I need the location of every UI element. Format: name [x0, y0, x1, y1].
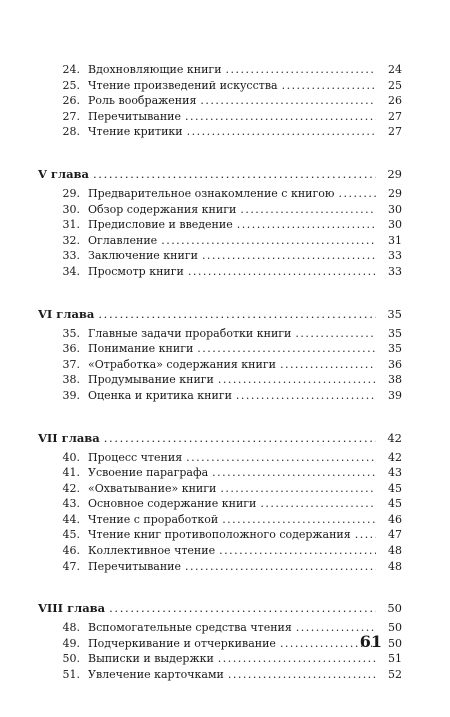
- toc-entry: [58, 357, 402, 373]
- entry-title: Чтение критики: [80, 124, 183, 140]
- entry-page: 31: [388, 233, 402, 247]
- chapter-heading: [38, 306, 402, 322]
- entry-number: 47.: [62, 559, 80, 573]
- entry-page: 25: [388, 78, 402, 92]
- entry-number: 30.: [62, 202, 80, 216]
- entry-page: 50: [388, 636, 402, 650]
- entry-number: 26.: [62, 94, 80, 108]
- dot-leader: [236, 388, 376, 404]
- toc-entry: [58, 512, 402, 528]
- entry-number: 51.: [62, 668, 80, 682]
- toc-entry: [58, 481, 402, 497]
- entry-page: 39: [388, 388, 402, 402]
- toc-entry: [58, 124, 402, 140]
- dot-leader: [212, 465, 376, 481]
- toc-entry: [58, 620, 402, 636]
- chapter-page: 35: [387, 306, 402, 321]
- dot-leader: [228, 667, 376, 683]
- entry-title: Перечитывание: [80, 109, 181, 125]
- toc-entry: [58, 78, 402, 94]
- entry-title: Чтение с проработкой: [80, 512, 218, 528]
- entry-page: 27: [388, 109, 402, 123]
- entry-title: Процесс чтения: [80, 450, 182, 466]
- toc-entry: [58, 527, 402, 543]
- toc-entry: [58, 326, 402, 342]
- dot-leader: [98, 306, 376, 322]
- dot-leader: [197, 341, 376, 357]
- dot-leader: [219, 543, 376, 559]
- dot-leader: [202, 248, 376, 264]
- entry-title: Оценка и критика книги: [80, 388, 232, 404]
- entry-page: 38: [388, 373, 402, 387]
- entry-title: Понимание книги: [80, 341, 193, 357]
- dot-leader: [237, 217, 376, 233]
- chapter-heading: [38, 166, 402, 182]
- entry-title: Чтение произведений искусства: [80, 78, 278, 94]
- entry-number: 32.: [62, 233, 80, 247]
- entry-page: 52: [388, 668, 402, 682]
- entry-page: 48: [388, 544, 402, 558]
- dot-leader: [355, 527, 376, 543]
- dot-leader: [104, 430, 376, 446]
- entry-page: 45: [388, 481, 402, 495]
- entry-page: 35: [388, 326, 402, 340]
- entry-number: 24.: [62, 63, 80, 76]
- entry-number: 31.: [62, 218, 80, 232]
- entry-page: 33: [388, 249, 402, 263]
- dot-leader: [282, 78, 376, 94]
- entry-page: 30: [388, 218, 402, 232]
- entry-title: Коллективное чтение: [80, 543, 215, 559]
- entry-page: 48: [388, 559, 402, 573]
- toc-group: [38, 430, 402, 575]
- dot-leader: [338, 186, 376, 202]
- toc-group: [58, 62, 402, 140]
- dot-leader: [188, 264, 376, 280]
- dot-leader: [185, 109, 376, 125]
- entry-title: Выписки и выдержки: [80, 651, 214, 667]
- toc-entry: [58, 496, 402, 512]
- entry-title: Подчеркивание и отчеркивание: [80, 636, 276, 652]
- entry-title: «Охватывание» книги: [80, 481, 216, 497]
- entry-page: 30: [388, 202, 402, 216]
- entry-title: Главные задачи проработки книги: [80, 326, 291, 342]
- dot-leader: [226, 62, 376, 78]
- entry-page: 43: [388, 466, 402, 480]
- entry-page: 51: [388, 652, 402, 666]
- entry-title: Просмотр книги: [80, 264, 184, 280]
- entry-title: Перечитывание: [80, 559, 181, 575]
- entry-number: 45.: [62, 528, 80, 542]
- dot-leader: [218, 651, 376, 667]
- chapter-page: 50: [387, 601, 402, 616]
- toc-entry: [58, 388, 402, 404]
- dot-leader: [222, 512, 376, 528]
- chapter-heading: [38, 600, 402, 616]
- entry-title: Роль воображения: [80, 93, 196, 109]
- entry-title: Вспомогательные средства чтения: [80, 620, 292, 636]
- entry-title: Оглавление: [80, 233, 157, 249]
- entry-number: 48.: [62, 621, 80, 635]
- dot-leader: [280, 357, 376, 373]
- dot-leader: [200, 93, 376, 109]
- entry-page: 46: [388, 512, 402, 526]
- entry-title: Заключение книги: [80, 248, 198, 264]
- dot-leader: [161, 233, 376, 249]
- chapter-page: 29: [387, 166, 402, 181]
- dot-leader: [187, 124, 376, 140]
- toc-entry: [58, 233, 402, 249]
- toc-entry: [58, 341, 402, 357]
- toc-entry: [58, 202, 402, 218]
- toc-group: [38, 600, 402, 682]
- dot-leader: [109, 600, 376, 616]
- entry-number: 50.: [62, 652, 80, 666]
- toc-entry: [58, 667, 402, 683]
- entry-page: 47: [388, 528, 402, 542]
- entry-number: 42.: [62, 481, 80, 495]
- entry-title: Вдохновляющие книги: [80, 62, 222, 78]
- entry-number: 41.: [62, 466, 80, 480]
- entry-page: 50: [388, 621, 402, 635]
- chapter-heading: [38, 430, 402, 446]
- entry-number: 43.: [62, 497, 80, 511]
- entry-title: Чтение книг противоположного содержания: [80, 527, 351, 543]
- entry-number: 25.: [62, 78, 80, 92]
- entry-page: 36: [388, 357, 402, 371]
- dot-leader: [240, 202, 376, 218]
- entry-title: Предварительное ознакомление с книгою: [80, 186, 334, 202]
- toc-entry: [58, 62, 402, 78]
- toc-entry: [58, 372, 402, 388]
- dot-leader: [93, 166, 376, 182]
- entry-page: 24: [388, 63, 402, 76]
- toc-entry: [58, 264, 402, 280]
- chapter-title: VII глава: [38, 430, 100, 445]
- entry-page: 33: [388, 264, 402, 278]
- chapter-title: V глава: [38, 166, 89, 181]
- chapter-page: 42: [387, 430, 402, 445]
- entry-number: 49.: [62, 636, 80, 650]
- toc-group: [38, 166, 402, 280]
- toc-entry: [58, 543, 402, 559]
- toc-entry: [58, 217, 402, 233]
- toc-entry: [58, 186, 402, 202]
- page-number: 61: [359, 632, 382, 651]
- toc-group: [38, 306, 402, 404]
- entry-number: 39.: [62, 388, 80, 402]
- entry-title: Основное содержание книги: [80, 496, 256, 512]
- entry-number: 34.: [62, 264, 80, 278]
- entry-title: Усвоение параграфа: [80, 465, 208, 481]
- entry-page: 35: [388, 342, 402, 356]
- dot-leader: [295, 326, 376, 342]
- toc-entry: [58, 109, 402, 125]
- entry-number: 38.: [62, 373, 80, 387]
- entry-number: 35.: [62, 326, 80, 340]
- toc-entry: [58, 93, 402, 109]
- entry-title: Обзор содержания книги: [80, 202, 236, 218]
- toc-entry: [58, 450, 402, 466]
- entry-page: 27: [388, 125, 402, 139]
- entry-page: 26: [388, 94, 402, 108]
- chapter-title: VI глава: [38, 306, 95, 321]
- entry-number: 33.: [62, 249, 80, 263]
- dot-leader: [220, 481, 376, 497]
- entry-number: 37.: [62, 357, 80, 371]
- entry-title: Увлечение карточками: [80, 667, 224, 683]
- entry-title: «Отработка» содержания книги: [80, 357, 276, 373]
- dot-leader: [218, 372, 376, 388]
- entry-number: 28.: [62, 125, 80, 139]
- toc-entry: [58, 559, 402, 575]
- entry-page: 45: [388, 497, 402, 511]
- entry-number: 29.: [62, 186, 80, 200]
- dot-leader: [185, 559, 376, 575]
- toc-entry: [58, 248, 402, 264]
- entry-number: 27.: [62, 109, 80, 123]
- toc-entry: [58, 636, 402, 652]
- dot-leader: [260, 496, 376, 512]
- entry-number: 40.: [62, 450, 80, 464]
- table-of-contents: [38, 62, 402, 683]
- entry-page: 29: [388, 186, 402, 200]
- entry-number: 46.: [62, 544, 80, 558]
- toc-entry: [58, 465, 402, 481]
- entry-title: Предисловие и введение: [80, 217, 233, 233]
- entry-number: 36.: [62, 342, 80, 356]
- toc-entry: [58, 651, 402, 667]
- chapter-title: VIII глава: [38, 601, 106, 616]
- dot-leader: [186, 450, 376, 466]
- entry-title: Продумывание книги: [80, 372, 214, 388]
- entry-page: 42: [388, 450, 402, 464]
- entry-number: 44.: [62, 512, 80, 526]
